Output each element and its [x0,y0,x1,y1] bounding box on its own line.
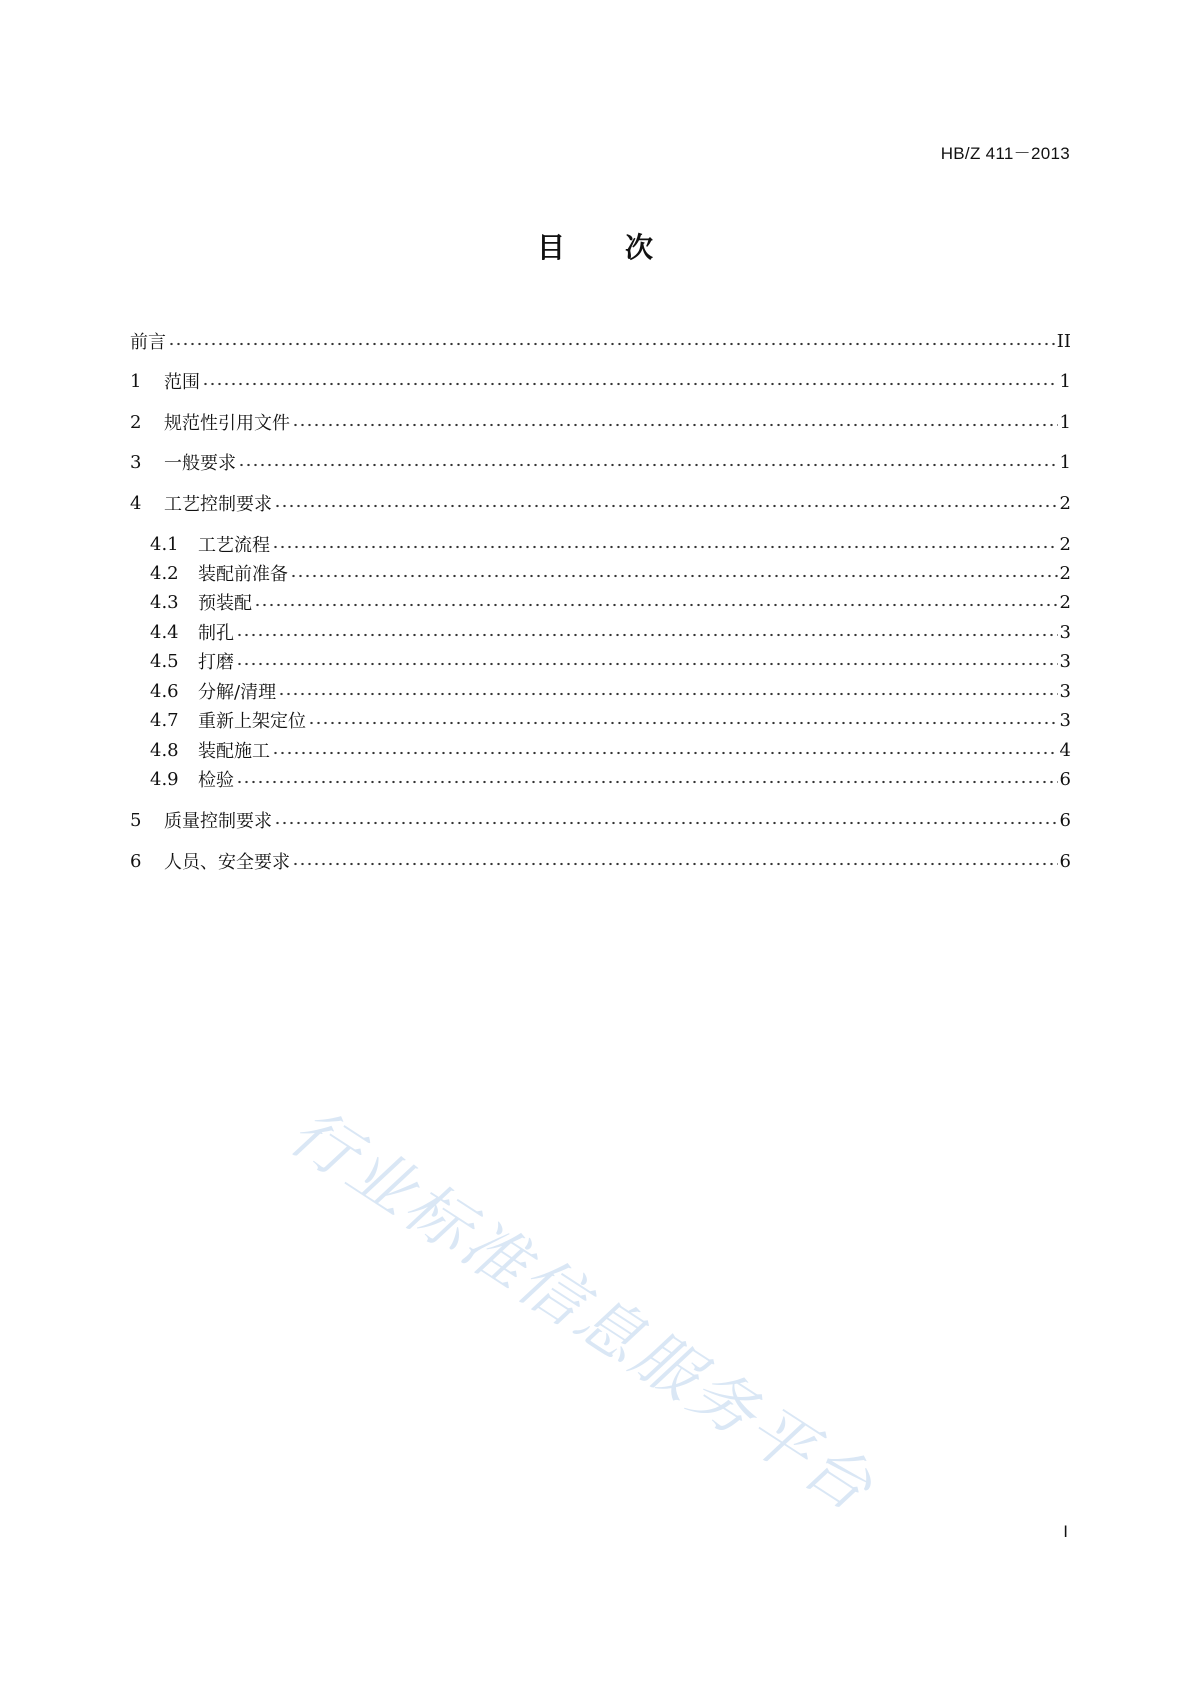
toc-entry-foreword[interactable] [130,328,1071,354]
toc-entry-label: 装配施工 [198,741,270,762]
page-title: 目次 [536,231,713,264]
toc-entry-label: 预装配 [198,593,252,614]
dot-leader [254,603,1058,607]
toc-entry-label: 打磨 [198,652,234,673]
toc-entry-page: 6 [1059,768,1071,790]
toc-entry-label: 分解/清理 [198,682,277,703]
dot-leader [236,633,1058,637]
dot-leader [292,862,1058,866]
dot-leader [238,463,1058,467]
dot-leader [236,662,1058,666]
toc-entry-label: 规范性引用文件 [164,413,290,434]
toc-entry-number: 4 [130,492,142,514]
toc-entry-number: 4.9 [150,768,179,790]
toc-entry-5[interactable] [130,807,1071,833]
toc-entry-number: 4.2 [150,562,179,584]
toc-entry-4-6[interactable] [130,678,1071,704]
toc-entry-number: 4.3 [150,591,179,613]
toc-entry-4-7[interactable] [130,707,1071,733]
dot-leader [274,504,1058,508]
toc-entry-page: 3 [1059,621,1071,643]
toc-entry-number: 4.5 [150,650,179,672]
dot-leader [274,821,1058,825]
dot-leader [272,751,1058,755]
toc-entry-label: 工艺控制要求 [164,494,272,515]
toc-entry-number: 1 [130,370,142,392]
toc-entry-page: 1 [1059,411,1071,433]
toc-entry-number: 2 [130,411,142,433]
toc-entry-page: 1 [1059,370,1071,392]
toc-entry-4-4[interactable] [130,619,1071,645]
toc-entry-number: 4.8 [150,739,179,761]
toc-entry-number: 4.1 [150,533,179,555]
toc-entry-number: 6 [130,850,142,872]
toc-entry-label: 制孔 [198,623,234,644]
toc-entry-page: 3 [1059,680,1071,702]
toc-entry-page: 3 [1059,650,1071,672]
toc-entry-label: 前言 [130,332,166,353]
toc-entry-label: 人员、安全要求 [164,852,290,873]
toc-entry-4-3[interactable] [130,589,1071,615]
toc-entry-page: 1 [1059,451,1071,473]
dot-leader [278,692,1057,696]
dot-leader [292,423,1058,427]
toc-entry-label: 一般要求 [164,453,236,474]
toc-entry-3[interactable] [130,449,1071,475]
toc-entry-page: 4 [1059,739,1071,761]
toc-entry-4-9[interactable] [130,766,1071,792]
standard-code: HB/Z 411－2013 [940,144,1070,163]
toc-entry-1[interactable] [130,368,1071,394]
dot-leader [308,721,1058,725]
toc-entry-4-5[interactable] [130,648,1071,674]
toc-entry-number: 4.7 [150,709,179,731]
toc-entry-label: 检验 [198,770,234,791]
dot-leader [272,545,1058,549]
dot-leader [202,382,1058,386]
toc-entry-label: 质量控制要求 [164,811,272,832]
dot-leader [168,342,1055,346]
toc-entry-page: 2 [1059,533,1071,555]
toc-entry-page: 2 [1059,492,1071,514]
watermark: 行业标准信息服务平台 [276,1095,888,1528]
toc-entry-page: 3 [1059,709,1071,731]
toc-entry-number: 3 [130,451,142,473]
dot-leader [290,574,1058,578]
toc-entry-4-2[interactable] [130,560,1071,586]
toc-entry-label: 范围 [164,372,200,393]
toc-entry-4-1[interactable] [130,531,1071,557]
toc-entry-label: 重新上架定位 [198,711,306,732]
toc-entry-number: 5 [130,809,142,831]
toc-entry-label: 装配前准备 [198,564,288,585]
toc-entry-page: II [1056,330,1071,352]
toc-entry-number: 4.6 [150,680,179,702]
toc-entry-page: 6 [1059,809,1071,831]
toc-entry-4-8[interactable] [130,737,1071,763]
toc-entry-page: 2 [1059,562,1071,584]
toc-entry-label: 工艺流程 [198,535,270,556]
toc-entry-6[interactable] [130,848,1071,874]
toc-entry-4[interactable] [130,490,1071,516]
toc-entry-number: 4.4 [150,621,179,643]
toc-entry-page: 6 [1059,850,1071,872]
toc-entry-2[interactable] [130,409,1071,435]
page-number: I [1063,1522,1068,1541]
toc-entry-page: 2 [1059,591,1071,613]
dot-leader [236,780,1058,784]
